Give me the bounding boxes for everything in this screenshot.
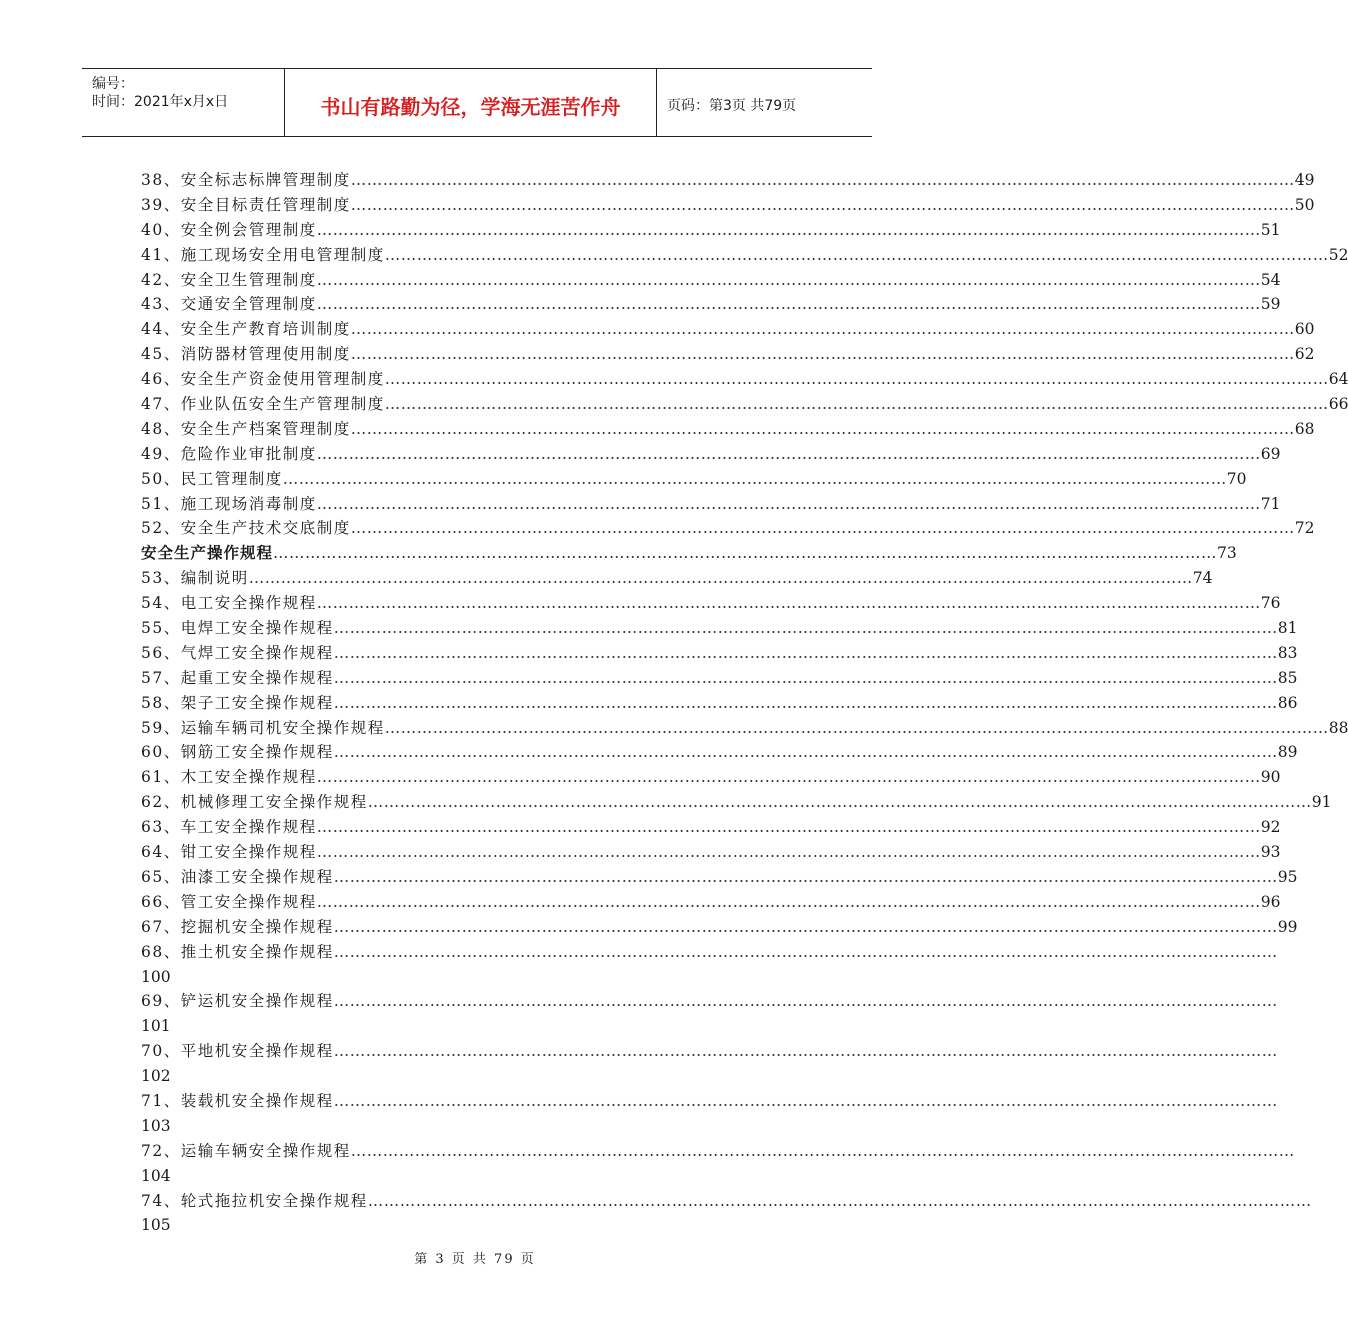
- toc-page: 90: [1260, 768, 1281, 787]
- toc-leader: ……………………………………………………………………………………………………………………………………………………………: [333, 643, 1278, 662]
- toc-entry[interactable]: [141, 740, 1298, 765]
- toc-title: 57、起重工安全操作规程: [141, 668, 334, 687]
- toc-entry[interactable]: [141, 268, 1281, 293]
- toc-leader: ……………………………………………………………………………………………………………………………………………………………: [367, 793, 1312, 812]
- toc-page: 54: [1260, 270, 1281, 289]
- toc-leader: ……………………………………………………………………………………………………………………………………………………………: [333, 917, 1278, 936]
- toc-page: 60: [1294, 320, 1315, 339]
- toc-entry[interactable]: [141, 616, 1298, 641]
- toc-leader: ……………………………………………………………………………………………………………………………………………………………: [316, 843, 1261, 862]
- toc-page: 100: [141, 967, 171, 986]
- toc-page: 99: [1277, 917, 1298, 936]
- toc-leader: ……………………………………………………………………………………………………………………………………………………………: [333, 867, 1278, 886]
- table-of-contents: [141, 168, 1348, 1238]
- toc-title: 40、安全例会管理制度: [141, 220, 317, 239]
- toc-entry[interactable]: [141, 641, 1298, 666]
- toc-entry[interactable]: [141, 790, 1332, 815]
- toc-leader: ……………………………………………………………………………………………………………………………………………………………: [333, 668, 1278, 687]
- toc-entry[interactable]: [141, 1139, 1295, 1189]
- toc-title: 49、危险作业审批制度: [141, 444, 317, 463]
- toc-page: 105: [141, 1216, 171, 1235]
- toc-entry[interactable]: [141, 516, 1315, 541]
- toc-title: 74、轮式拖拉机安全操作规程: [141, 1191, 368, 1210]
- toc-entry[interactable]: [141, 840, 1281, 865]
- toc-entry[interactable]: [141, 765, 1281, 790]
- toc-entry[interactable]: [141, 392, 1348, 417]
- toc-page: 49: [1294, 171, 1315, 189]
- toc-page: 91: [1311, 793, 1332, 812]
- toc-title: 52、安全生产技术交底制度: [141, 519, 351, 538]
- toc-leader: ……………………………………………………………………………………………………………………………………………………………: [350, 1141, 1295, 1160]
- toc-leader: ……………………………………………………………………………………………………………………………………………………………: [316, 220, 1261, 239]
- toc-leader: ……………………………………………………………………………………………………………………………………………………………: [350, 195, 1295, 214]
- toc-title: 66、管工安全操作规程: [141, 892, 317, 911]
- toc-leader: ……………………………………………………………………………………………………………………………………………………………: [316, 494, 1261, 513]
- header-page-number: 页码：第3页 共79页: [667, 98, 797, 114]
- toc-leader: ……………………………………………………………………………………………………………………………………………………………: [384, 370, 1329, 389]
- toc-entry[interactable]: [141, 168, 1315, 193]
- toc-title: 68、推土机安全操作规程: [141, 942, 334, 961]
- toc-page: 64: [1328, 370, 1348, 389]
- toc-leader: ……………………………………………………………………………………………………………………………………………………………: [333, 942, 1278, 961]
- document-date: 时间：2021年x月x日: [92, 94, 229, 110]
- toc-leader: ……………………………………………………………………………………………………………………………………………………………: [350, 171, 1295, 189]
- toc-title: 46、安全生产资金使用管理制度: [141, 370, 385, 389]
- toc-page: 76: [1260, 594, 1281, 613]
- toc-leader: ……………………………………………………………………………………………………………………………………………………………: [273, 544, 1218, 563]
- toc-page: 70: [1226, 469, 1247, 488]
- toc-leader: ……………………………………………………………………………………………………………………………………………………………: [248, 569, 1193, 588]
- toc-leader: ……………………………………………………………………………………………………………………………………………………………: [316, 270, 1261, 289]
- toc-page: 72: [1294, 519, 1315, 538]
- document-number: 编号：: [92, 76, 134, 92]
- toc-title: 65、油漆工安全操作规程: [141, 867, 334, 886]
- toc-entry[interactable]: [141, 292, 1281, 317]
- toc-title: 48、安全生产档案管理制度: [141, 419, 351, 438]
- toc-leader: ……………………………………………………………………………………………………………………………………………………………: [316, 594, 1261, 613]
- toc-entry[interactable]: [141, 691, 1298, 716]
- toc-page: 69: [1260, 444, 1281, 463]
- toc-title: 61、木工安全操作规程: [141, 768, 317, 787]
- toc-leader: ……………………………………………………………………………………………………………………………………………………………: [333, 743, 1278, 762]
- toc-entry[interactable]: [141, 566, 1213, 591]
- toc-title: 71、装载机安全操作规程: [141, 1092, 334, 1110]
- toc-entry[interactable]: [141, 1039, 1278, 1089]
- toc-title: 69、铲运机安全操作规程: [141, 992, 334, 1011]
- toc-entry[interactable]: [141, 915, 1298, 940]
- toc-page: 81: [1277, 619, 1298, 638]
- header-info-cell: [82, 69, 285, 136]
- toc-page: 59: [1260, 295, 1281, 314]
- toc-leader: ……………………………………………………………………………………………………………………………………………………………: [333, 1092, 1278, 1110]
- toc-page: 88: [1328, 718, 1348, 737]
- header-motto: 书山有路勤为径，学海无涯苦作舟: [320, 95, 621, 119]
- toc-leader: ……………………………………………………………………………………………………………………………………………………………: [350, 419, 1295, 438]
- toc-entry[interactable]: [141, 989, 1278, 1039]
- page-header: [82, 68, 872, 137]
- toc-title: 53、编制说明: [141, 569, 249, 588]
- toc-title: 70、平地机安全操作规程: [141, 1042, 334, 1061]
- toc-title: 59、运输车辆司机安全操作规程: [141, 718, 385, 737]
- toc-title: 安全生产操作规程: [141, 543, 274, 563]
- toc-title: 54、电工安全操作规程: [141, 594, 317, 613]
- toc-leader: ……………………………………………………………………………………………………………………………………………………………: [350, 345, 1295, 364]
- toc-title: 55、电焊工安全操作规程: [141, 619, 334, 638]
- page-footer: 第 3 页 共 79 页: [414, 1252, 536, 1267]
- toc-title: 56、气焊工安全操作规程: [141, 643, 334, 662]
- toc-title: 67、挖掘机安全操作规程: [141, 917, 334, 936]
- toc-title: 45、消防器材管理使用制度: [141, 345, 351, 364]
- toc-leader: ……………………………………………………………………………………………………………………………………………………………: [316, 444, 1261, 463]
- toc-page: 96: [1260, 892, 1281, 911]
- toc-entry[interactable]: [141, 1089, 1278, 1139]
- toc-title: 38、安全标志标牌管理制度: [141, 171, 351, 189]
- toc-page: 101: [141, 1017, 171, 1036]
- toc-page: 95: [1277, 867, 1298, 886]
- toc-title: 50、民工管理制度: [141, 469, 283, 488]
- toc-entry[interactable]: [141, 666, 1298, 691]
- toc-title: 64、钳工安全操作规程: [141, 843, 317, 862]
- toc-title: 43、交通安全管理制度: [141, 295, 317, 314]
- toc-page: 102: [141, 1067, 171, 1086]
- toc-entry[interactable]: [141, 317, 1315, 342]
- toc-leader: ……………………………………………………………………………………………………………………………………………………………: [316, 818, 1261, 837]
- toc-page: 85: [1277, 668, 1298, 687]
- toc-entry[interactable]: [141, 417, 1315, 442]
- toc-title: 60、钢筋工安全操作规程: [141, 743, 334, 762]
- toc-leader: ……………………………………………………………………………………………………………………………………………………………: [333, 619, 1278, 638]
- toc-leader: ……………………………………………………………………………………………………………………………………………………………: [316, 768, 1261, 787]
- toc-leader: ……………………………………………………………………………………………………………………………………………………………: [316, 295, 1261, 314]
- toc-page: 50: [1294, 195, 1315, 214]
- toc-title: 72、运输车辆安全操作规程: [141, 1141, 351, 1160]
- toc-page: 73: [1217, 544, 1237, 563]
- toc-title: 58、架子工安全操作规程: [141, 693, 334, 712]
- toc-section-heading[interactable]: [141, 541, 1237, 566]
- toc-entry[interactable]: [141, 940, 1278, 990]
- toc-leader: ……………………………………………………………………………………………………………………………………………………………: [316, 892, 1261, 911]
- toc-title: 62、机械修理工安全操作规程: [141, 793, 368, 812]
- toc-entry[interactable]: [141, 815, 1281, 840]
- toc-page: 62: [1294, 345, 1315, 364]
- toc-title: 42、安全卫生管理制度: [141, 270, 317, 289]
- toc-page: 89: [1277, 743, 1298, 762]
- toc-entry[interactable]: [141, 890, 1281, 915]
- toc-leader: ……………………………………………………………………………………………………………………………………………………………: [333, 693, 1278, 712]
- toc-page: 104: [141, 1166, 171, 1185]
- header-page-cell: [657, 69, 872, 136]
- toc-page: 86: [1277, 693, 1298, 712]
- toc-entry[interactable]: [141, 492, 1281, 517]
- toc-leader: ……………………………………………………………………………………………………………………………………………………………: [367, 1191, 1312, 1210]
- toc-entry[interactable]: [141, 218, 1281, 243]
- toc-title: 44、安全生产教育培训制度: [141, 320, 351, 339]
- toc-entry[interactable]: [141, 243, 1348, 268]
- toc-leader: ……………………………………………………………………………………………………………………………………………………………: [350, 320, 1295, 339]
- toc-leader: ……………………………………………………………………………………………………………………………………………………………: [384, 718, 1329, 737]
- toc-page: 71: [1260, 494, 1281, 513]
- toc-entry[interactable]: [141, 367, 1348, 392]
- toc-title: 39、安全目标责任管理制度: [141, 195, 351, 214]
- toc-leader: ……………………………………………………………………………………………………………………………………………………………: [333, 992, 1278, 1011]
- toc-page: 103: [141, 1116, 171, 1135]
- toc-entry[interactable]: [141, 342, 1315, 367]
- toc-page: 92: [1260, 818, 1281, 837]
- toc-title: 41、施工现场安全用电管理制度: [141, 245, 385, 264]
- toc-page: 83: [1277, 643, 1298, 662]
- toc-leader: ……………………………………………………………………………………………………………………………………………………………: [384, 245, 1329, 264]
- toc-entry[interactable]: [141, 1189, 1312, 1239]
- toc-entry[interactable]: [141, 442, 1281, 467]
- toc-page: 51: [1260, 220, 1281, 239]
- toc-entry[interactable]: [141, 193, 1315, 218]
- toc-page: 68: [1294, 419, 1315, 438]
- toc-leader: ……………………………………………………………………………………………………………………………………………………………: [384, 395, 1329, 414]
- toc-page: 66: [1328, 395, 1348, 414]
- toc-page: 52: [1328, 245, 1348, 264]
- toc-leader: ……………………………………………………………………………………………………………………………………………………………: [333, 1042, 1278, 1061]
- toc-page: 74: [1192, 569, 1213, 588]
- toc-title: 51、施工现场消毒制度: [141, 494, 317, 513]
- toc-title: 63、车工安全操作规程: [141, 818, 317, 837]
- header-motto-cell: [285, 69, 657, 136]
- toc-entry[interactable]: [141, 865, 1298, 890]
- toc-entry[interactable]: [141, 467, 1247, 492]
- toc-entry[interactable]: [141, 591, 1281, 616]
- toc-entry[interactable]: [141, 716, 1348, 741]
- toc-title: 47、作业队伍安全生产管理制度: [141, 395, 385, 414]
- toc-leader: ……………………………………………………………………………………………………………………………………………………………: [282, 469, 1227, 488]
- toc-leader: ……………………………………………………………………………………………………………………………………………………………: [350, 519, 1295, 538]
- toc-page: 93: [1260, 843, 1281, 862]
